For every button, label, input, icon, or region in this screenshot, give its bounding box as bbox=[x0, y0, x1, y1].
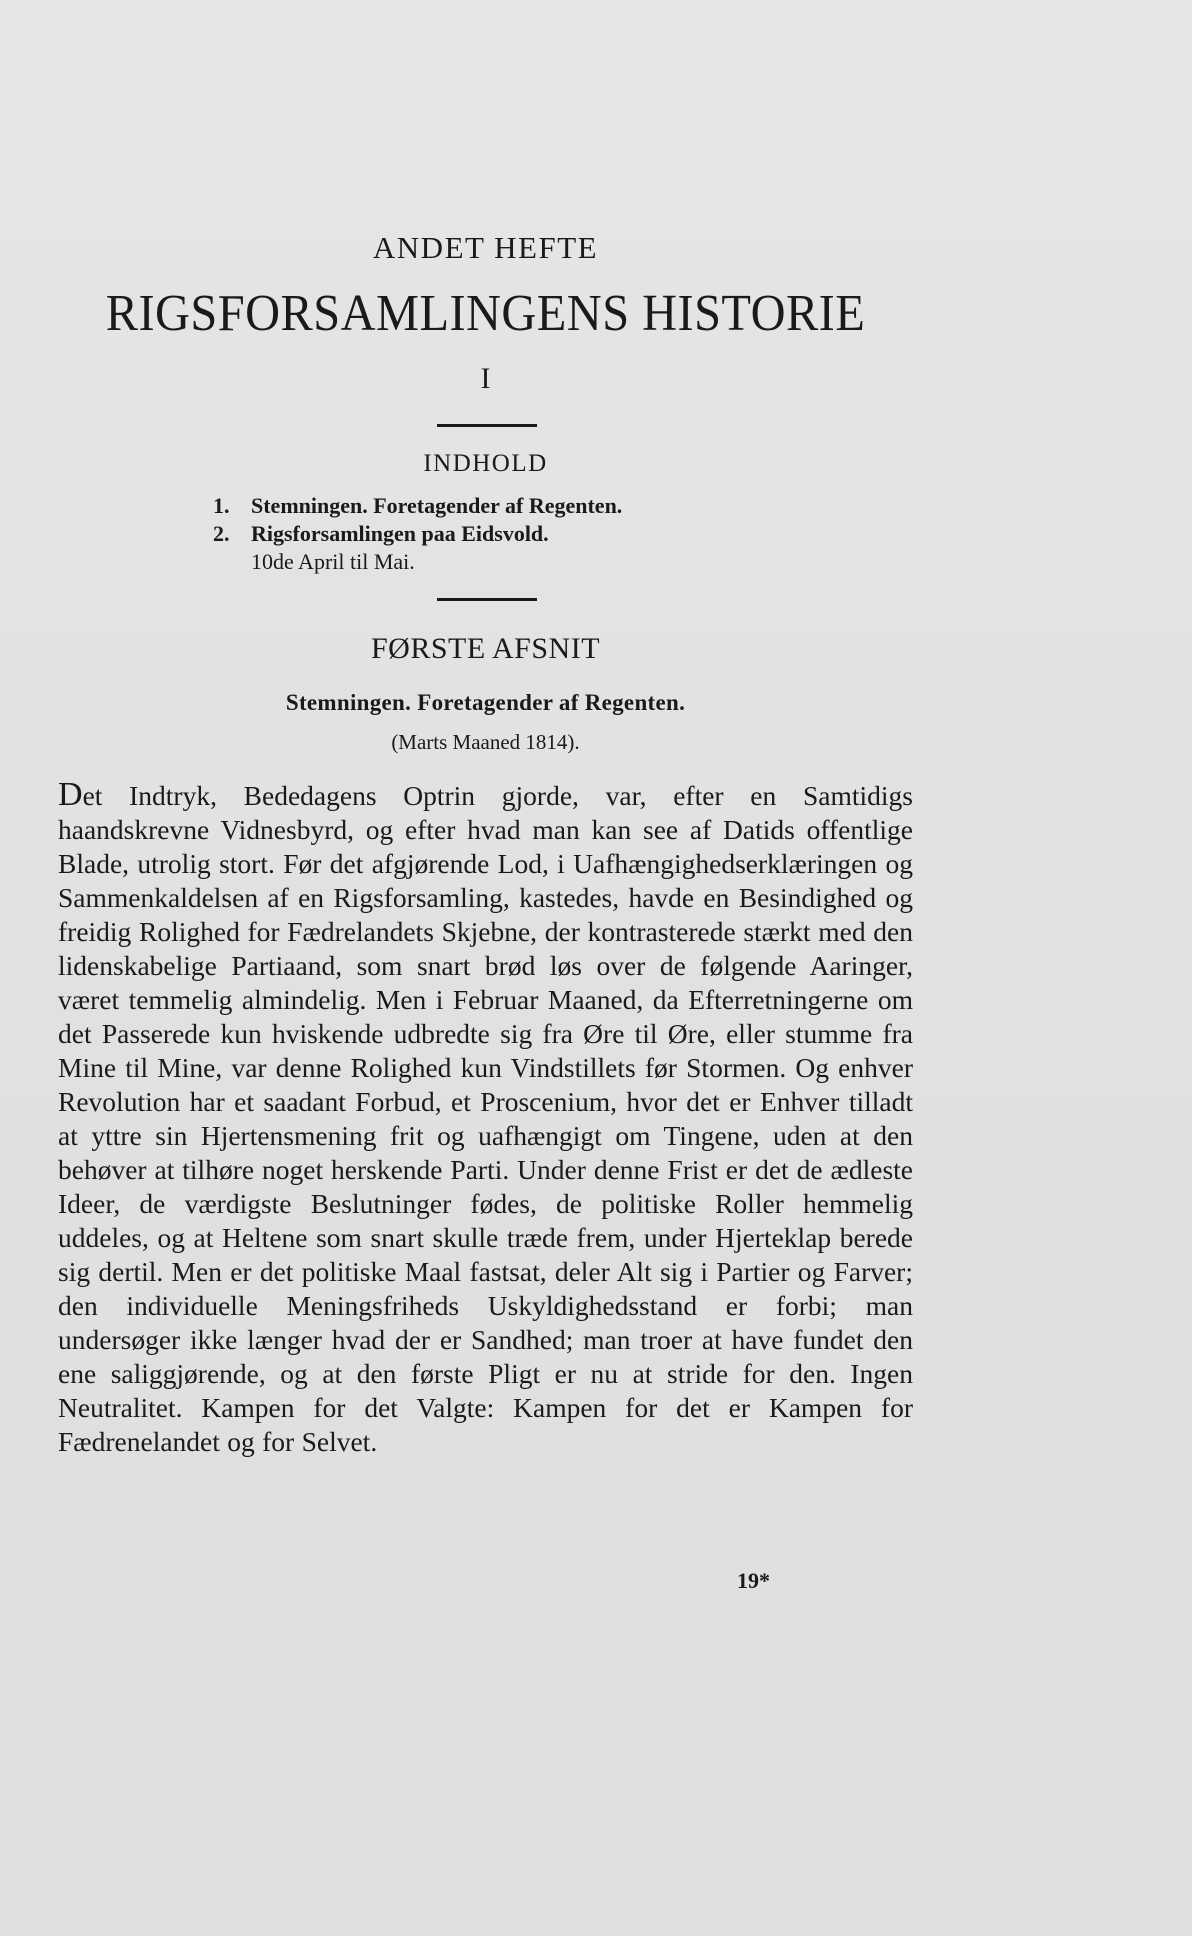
volume-number: I bbox=[480, 362, 491, 395]
section-title: Stemningen. Foretagender af Regenten. bbox=[285, 690, 686, 715]
toc-subline: 10de April til Mai. bbox=[251, 549, 415, 574]
section-date: (Marts Maaned 1814). bbox=[391, 730, 580, 754]
contents-heading: INDHOLD bbox=[423, 450, 548, 477]
body-paragraph bbox=[58, 778, 913, 1459]
drop-cap: D bbox=[58, 776, 83, 813]
page-signature: 19* bbox=[737, 1568, 770, 1593]
toc-item-number: 1. bbox=[213, 493, 230, 518]
divider-rule bbox=[437, 598, 537, 601]
toc-item-text: Stemningen. Foretagender af Regenten. bbox=[251, 493, 623, 518]
part-heading: ANDET HEFTE bbox=[372, 230, 599, 265]
toc-item-text: Rigsforsamlingen paa Eidsvold. bbox=[251, 521, 549, 546]
toc-item bbox=[213, 492, 773, 520]
book-title: RIGSFORSAMLINGENS HISTORIE bbox=[105, 285, 866, 342]
body-text: et Indtryk, Bededagens Optrin gjorde, var, efter en Samtidigs haandskrevne Vidnesbyrd, og efter hvad man kan see af Datids offentlige Blade, utrolig stort. Før det afgjørende Lod, i Uafhængighedserklæringen og Sammenkaldelsen af en Rigsforsamling, kastedes, havde en Besindighed og freidig Rolighed for Fædrelandets Skjebne, der kontrasterede stærkt med den lidenskabelige Partiaand, som snart brød løs over de følgende Aaringer, været temmelig almindelig. Men i Februar Maaned, da Efterretningerne om det Passerede kun hviskende udbredte sig fra Øre til Øre, eller stumme fra Mine til Mine, var denne Rolighed kun Vindstillets før Stormen. Og enhver Revolution har et saadant Forbud, et Proscenium, hvor det er Enhver tilladt at yttre sin Hjertensmening frit og uafhængigt om Tingene, uden at den behøver at tilhøre noget herskende Parti. Under denne Frist er det de ædleste Ideer, de værdigste Beslutninger fødes, de politiske Roller hemmelig uddeles, og at Heltene som snart skulle træde frem, under Hjerteklap berede sig dertil. Men er det politiske Maal fastsat, deler Alt sig i Partier og Farver; den individuelle Meningsfriheds Uskyldighedsstand er forbi; man undersøger ikke længer hvad der er Sandhed; man troer at have fundet den ene saliggjørende, og at den første Pligt er nu at stride for den. Ingen Neutralitet. Kampen for det Valgte: Kampen for det er Kampen for Fædrenelandet og for Selvet. bbox=[58, 780, 913, 1457]
toc-item bbox=[213, 520, 773, 548]
section-heading: FØRSTE AFSNIT bbox=[370, 632, 601, 665]
toc-item-number: 2. bbox=[213, 521, 230, 546]
table-of-contents bbox=[213, 492, 773, 576]
divider-rule bbox=[437, 424, 537, 427]
